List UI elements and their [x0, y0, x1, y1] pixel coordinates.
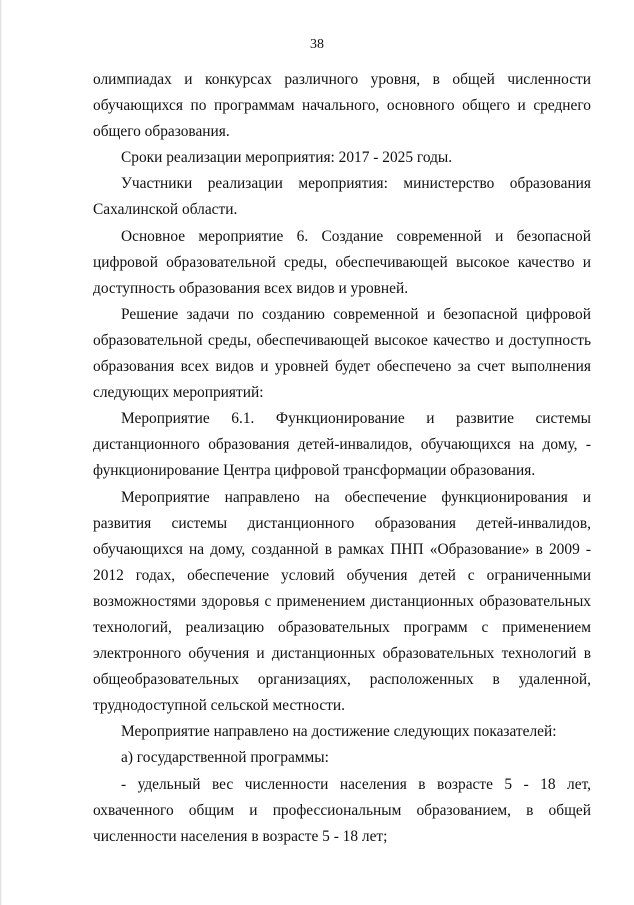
- paragraph-implementation-period: Сроки реализации мероприятия: 2017 - 2025 годы.: [121, 149, 453, 167]
- page-number: 38: [310, 37, 324, 52]
- paragraph-activity-aim: Мероприятие направлено на обеспечение функционирования и развития системы дистанционного образования детей-инвалидов, обучающихся на дому, созданной в рамках ПНП «Образование» в 2009 - 2012 годах, обеспечение условий обучения детей с ограниченными возможностями здоровья с применением дистанционных образовательных технологий, реализацию образовательных программ с применением электронного обучения и дистанционных образовательных технологий в общеобразовательных организациях, расположенных в удаленной, труднодоступной сельской местности.: [93, 488, 591, 715]
- paragraph-participants: Участники реализации мероприятия: министерство образования Сахалинской области.: [93, 175, 591, 219]
- paragraph-main-activity-6: Основное мероприятие 6. Создание современной и безопасной цифровой образовательной среды, обеспечивающей высокое качество и доступность образования всех видов и уровней.: [93, 227, 591, 297]
- paragraph-state-program: а) государственной программы:: [121, 749, 329, 767]
- paragraph-indicator-share: - удельный вес численности населения в возрасте 5 - 18 лет, охваченного общим и профессиональным образованием, в общей численности населения в возрасте 5 - 18 лет;: [93, 775, 591, 845]
- body-text: [93, 67, 591, 850]
- paragraph-activity-6-1: Мероприятие 6.1. Функционирование и развитие системы дистанционного образования детей-инвалидов, обучающихся на дому, - функционирование Центра цифровой трансформации образования.: [93, 410, 591, 480]
- scan-edge-shadow: [0, 0, 2, 905]
- paragraph-indicators-intro: Мероприятие направлено на достижение следующих показателей:: [121, 723, 557, 741]
- paragraph-task-solution: Решение задачи по созданию современной и безопасной цифровой образовательной среды, обеспечивающей высокое качество и доступность образования всех видов и уровней будет обеспечено за счет выполнения следующих мероприятий:: [93, 305, 591, 402]
- paragraph-olympiads-continuation: олимпиадах и конкурсах различного уровня, в общей численности обучающихся по программам начального, основного общего и среднего общего образования.: [93, 71, 591, 141]
